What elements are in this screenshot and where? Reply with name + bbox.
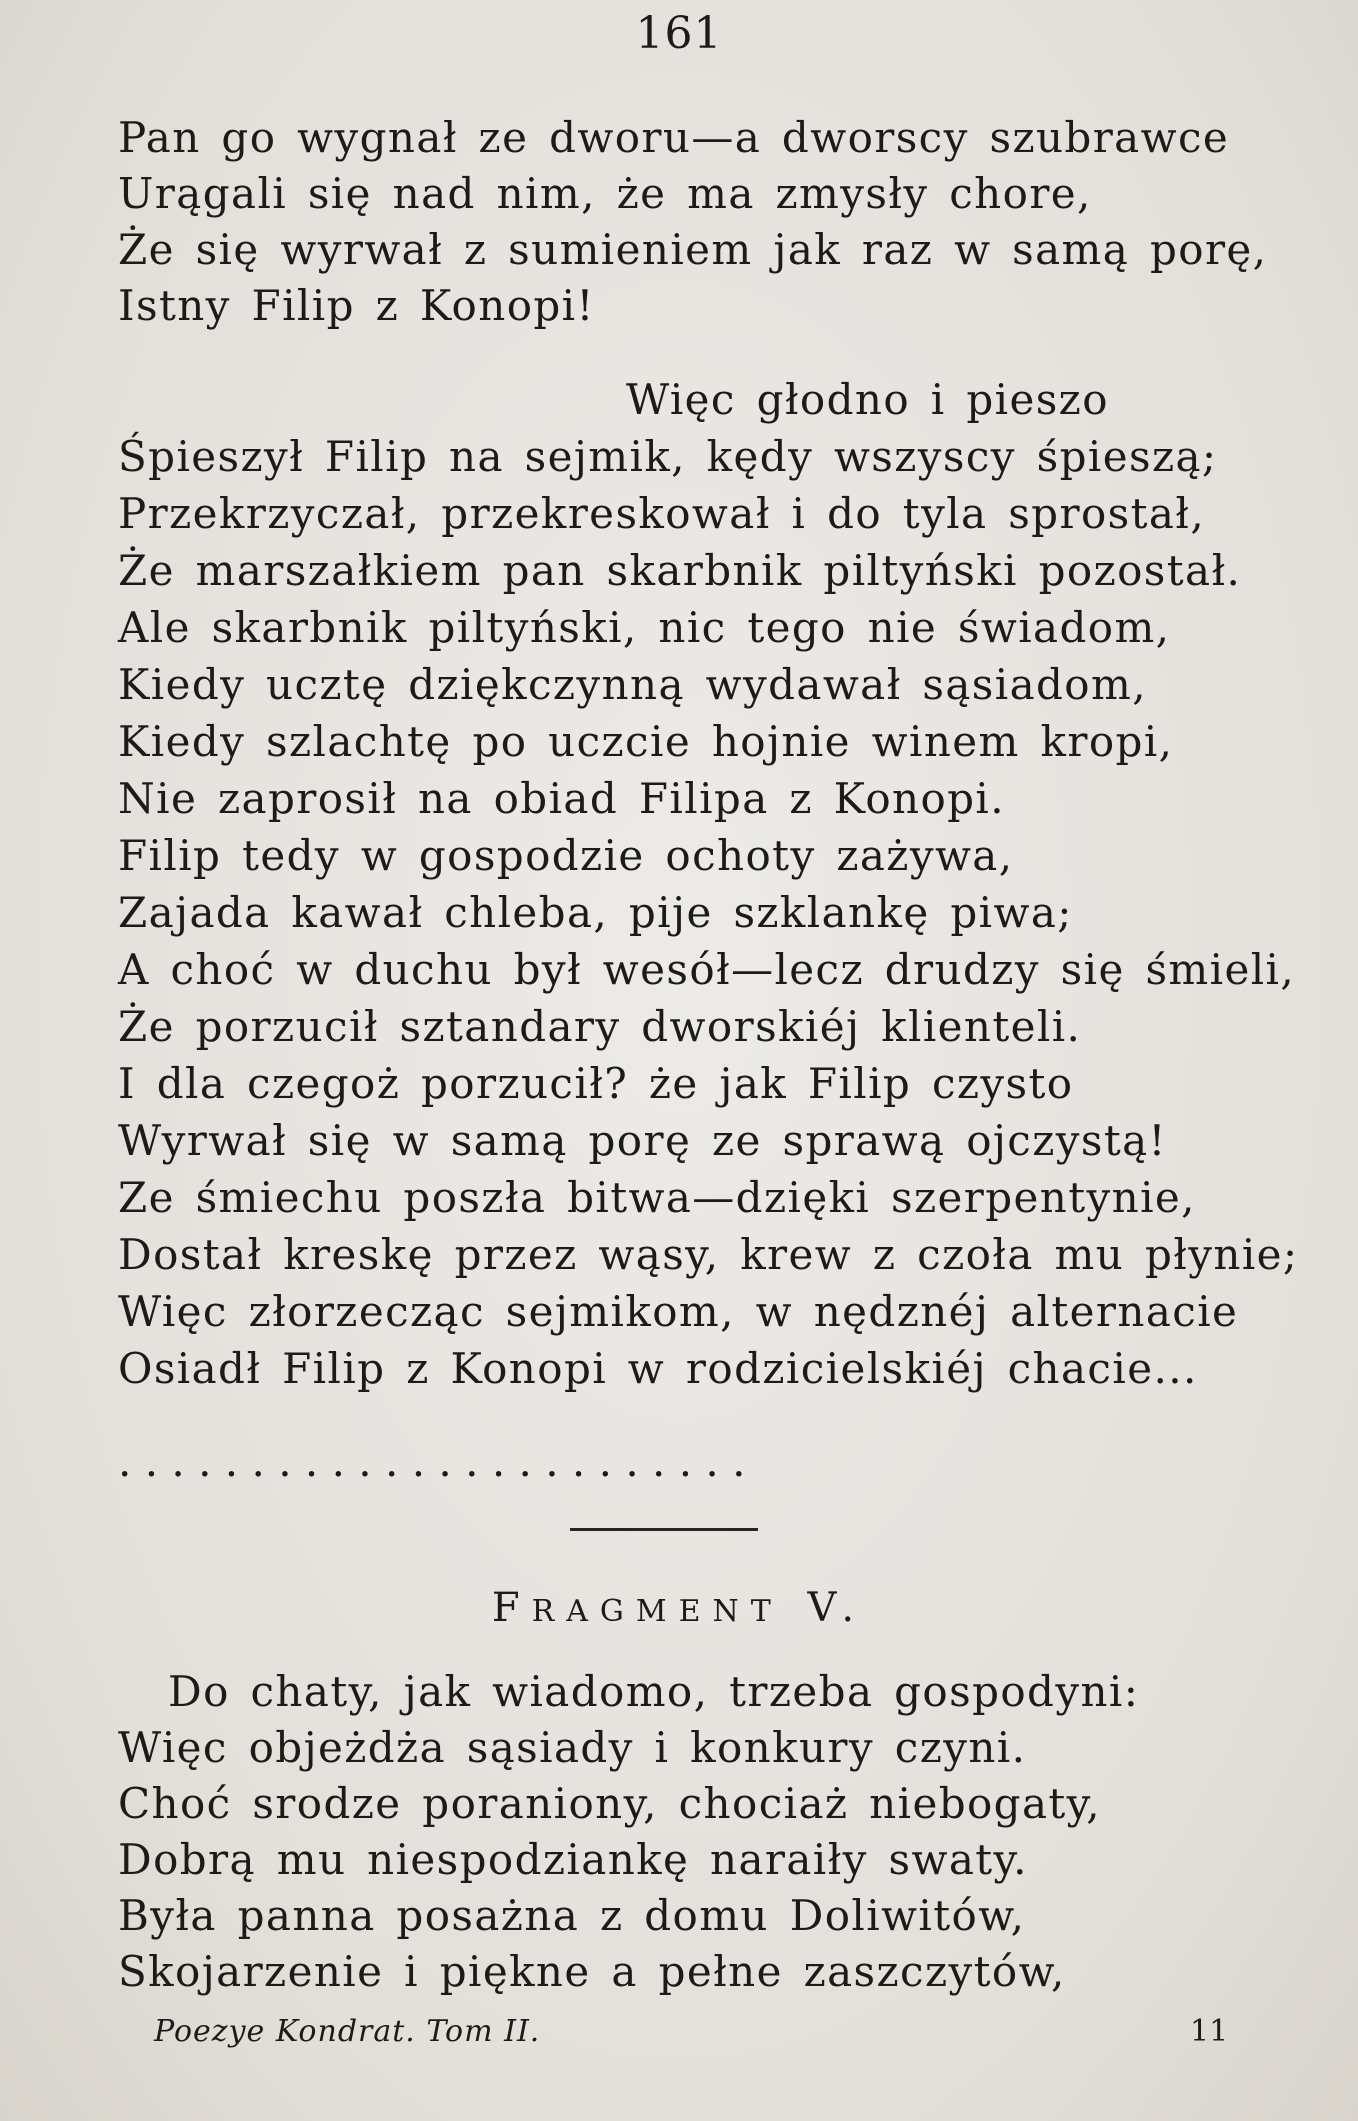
verse-line: Skojarzenie i piękne a pełne zaszczytów, [118,1947,1066,1996]
verse-line: I dla czegoż porzucił? że jak Filip czysto [118,1059,1074,1108]
verse-line: Istny Filip z Konopi! [118,281,595,330]
verse-line: Choć srodze poraniony, chociaż niebogaty, [118,1779,1101,1828]
verse-line: Że się wyrwał z sumieniem jak raz w samą porę, [118,225,1268,274]
verse-line: Filip tedy w gospodzie ochoty zażywa, [118,831,1014,880]
verse-line: Przekrzyczał, przekreskował i do tyla sprostał, [118,489,1206,538]
verse-line: Ale skarbnik piltyński, nic tego nie świadom, [118,603,1171,652]
verse-line: Była panna posażna z domu Doliwitów, [118,1891,1026,1940]
verse-line: Dostał kreskę przez wąsy, krew z czoła mu płynie; [118,1230,1299,1279]
ellipsis-row: . . . . . . . . . . . . . . . . . . . . . . . . [118,1442,746,1482]
verse-line-indented: Więc głodno i pieszo [626,375,1109,424]
verse-line: Pan go wygnał ze dworu—a dworscy szubrawce [118,113,1230,162]
verse-line: A choć w duchu był wesół—lecz drudzy się śmieli, [118,945,1296,994]
footer-book-title: Poezye Kondrat. Tom II. [154,2014,541,2049]
section-heading [0,1580,1358,1640]
verse-line: Nie zaprosił na obiad Filipa z Konopi. [118,774,1006,823]
page-number: 161 [635,8,723,59]
verse-line-indented: Do chaty, jak wiadomo, trzeba gospodyni: [168,1667,1140,1716]
verse-line: Kiedy ucztę dziękczynną wydawał sąsiadom, [118,660,1147,709]
verse-line: Więc objeżdża sąsiady i konkury czyni. [118,1723,1027,1772]
footer-signature: 11 [1190,2014,1229,2049]
verse-line: Kiedy szlachtę po uczcie hojnie winem kropi, [118,717,1174,766]
verse-line: Dobrą mu niespodziankę naraiły swaty. [118,1835,1028,1884]
verse-line: Więc złorzecząc sejmikom, w nędznéj alternacie [118,1287,1239,1336]
verse-line: Że porzucił sztandary dworskiéj klienteli. [118,1002,1082,1051]
verse-line: Zajada kawał chleba, pije szklankę piwa; [118,888,1073,937]
section-divider [570,1528,758,1531]
verse-line: Wyrwał się w samą porę ze sprawą ojczystą! [118,1116,1167,1165]
heading-numeral: V. [807,1585,867,1631]
verse-line: Osiadł Filip z Konopi w rodzicielskiéj chacie... [118,1344,1198,1393]
heading-small-caps: RAGMENT [531,1594,783,1629]
heading-initial: F [491,1585,532,1631]
verse-line: Ze śmiechu poszła bitwa—dzięki szerpentynie, [118,1173,1196,1222]
verse-line: Że marszałkiem pan skarbnik piltyński pozostał. [118,546,1242,595]
verse-line: Urągali się nad nim, że ma zmysły chore, [118,169,1092,218]
verse-line: Śpieszył Filip na sejmik, kędy wszyscy śpieszą; [118,432,1218,481]
